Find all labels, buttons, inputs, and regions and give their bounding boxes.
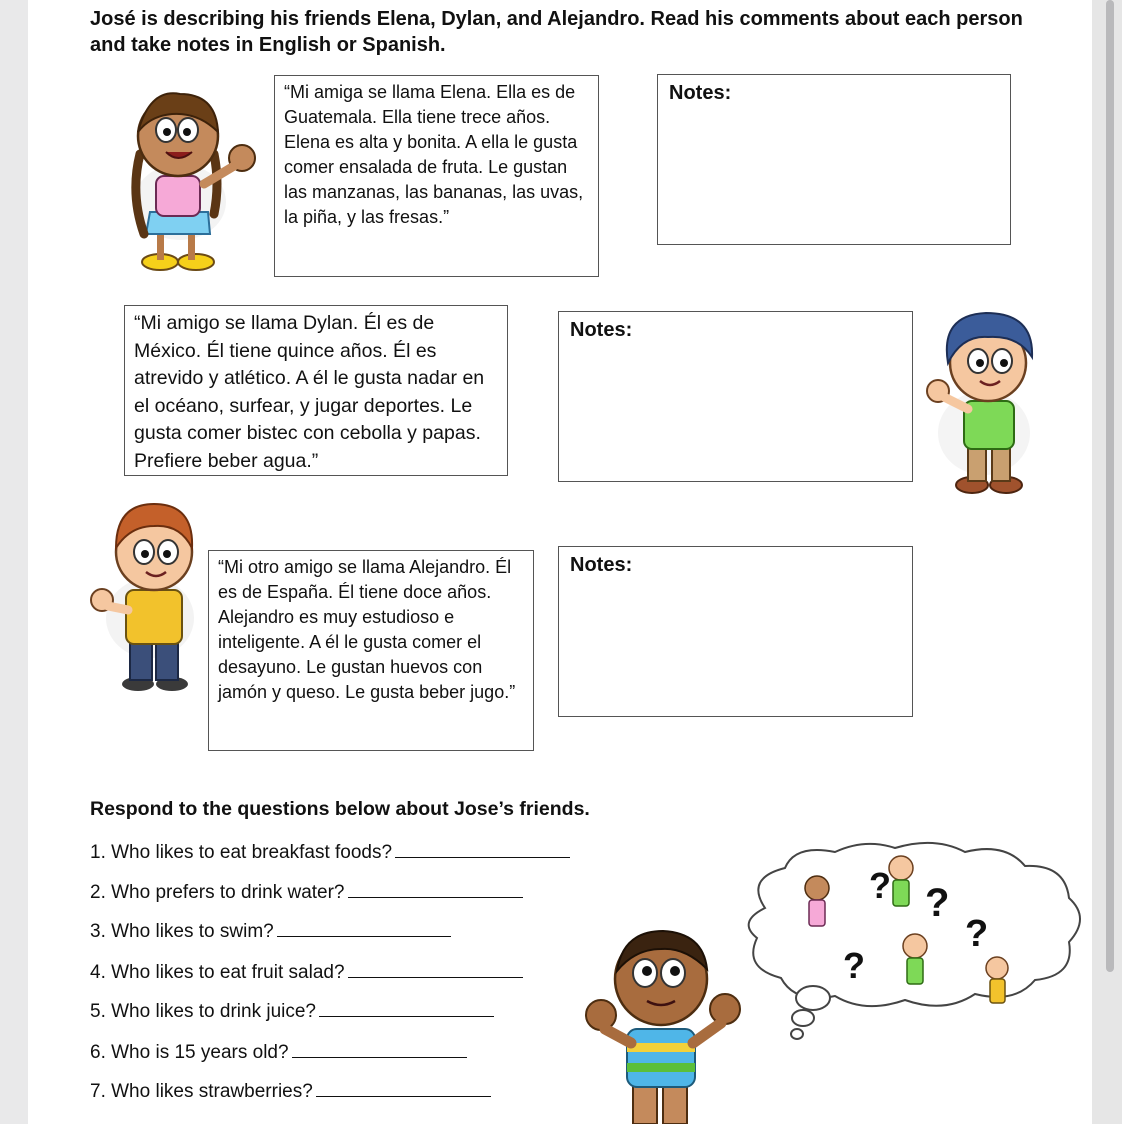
answer-4-blank[interactable] [348,959,523,978]
alejandro-quote-box [208,550,534,751]
scrollbar-track[interactable] [1092,0,1122,1124]
elena-quote-box [274,75,599,277]
elena-illustration [110,84,270,284]
thinking-boy-illustration [575,925,755,1124]
question-mark-4: ? [843,945,865,986]
question-3-text: 3. Who likes to swim? [90,921,274,942]
dylan-quote-box [124,305,508,476]
elena-notes-box[interactable] [657,74,1011,245]
dylan-notes-label: Notes: [570,319,633,341]
question-1-text: 1. Who likes to eat breakfast foods? [90,842,393,863]
answer-7-blank[interactable] [316,1078,491,1097]
elena-notes-label: Notes: [669,82,732,104]
alejandro-illustration [88,498,214,698]
elena-quote-text: “Mi amiga se llama Elena. Ella es de Guatemala. Ella tiene trece años. Elena es alta y bonita. A ella le gusta comer ensalada de fruta. Le gustan las manzanas, las bananas, las uvas, la piña, y las fresas.” [284,82,584,227]
question-5 [90,998,494,1023]
answer-2-blank[interactable] [348,879,523,898]
question-2-text: 2. Who prefers to drink water? [90,882,345,903]
dylan-illustration [922,305,1052,500]
alejandro-notes-box[interactable] [558,546,913,717]
instructions-text: José is describing his friends Elena, Dylan, and Alejandro. Read his comments about each person and take notes in English or Spanish. [90,8,1023,56]
alejandro-quote-text: “Mi otro amigo se llama Alejandro. Él es de España. Él tiene doce años. Alejandro es muy estudioso e inteligente. A él le gusta comer el desayuno. Le gustan huevos con jamón y queso. Le gusta beber jugo.” [218,557,516,702]
question-6-text: 6. Who is 15 years old? [90,1042,289,1063]
answer-1-blank[interactable] [395,839,570,858]
scrollbar-thumb[interactable] [1106,0,1114,972]
question-mark-3: ? [965,913,989,955]
answer-6-blank[interactable] [292,1039,467,1058]
questions-heading: Respond to the questions below about Jose’s friends. [90,798,590,820]
dylan-notes-box[interactable] [558,311,913,482]
alejandro-notes-label: Notes: [570,554,633,576]
question-5-text: 5. Who likes to drink juice? [90,1001,316,1022]
question-4-text: 4. Who likes to eat fruit salad? [90,962,345,983]
question-mark-2: ? [925,881,950,925]
thought-cloud [735,838,1090,1043]
question-4 [90,959,523,984]
answer-5-blank[interactable] [319,998,494,1017]
question-1 [90,839,570,864]
answer-3-blank[interactable] [277,918,451,937]
question-7 [90,1078,491,1103]
question-7-text: 7. Who likes strawberries? [90,1081,313,1102]
question-6 [90,1039,467,1064]
question-3 [90,918,451,943]
question-mark-1: ? [869,865,891,906]
dylan-quote-text: “Mi amigo se llama Dylan. Él es de México. Él tiene quince años. Él es atrevido y atlético. A él le gusta nadar en el océano, surfear, y jugar deportes. Le gusta comer bistec con cebolla y papas. Prefiere beber agua.” [134,312,485,472]
question-2 [90,879,523,904]
